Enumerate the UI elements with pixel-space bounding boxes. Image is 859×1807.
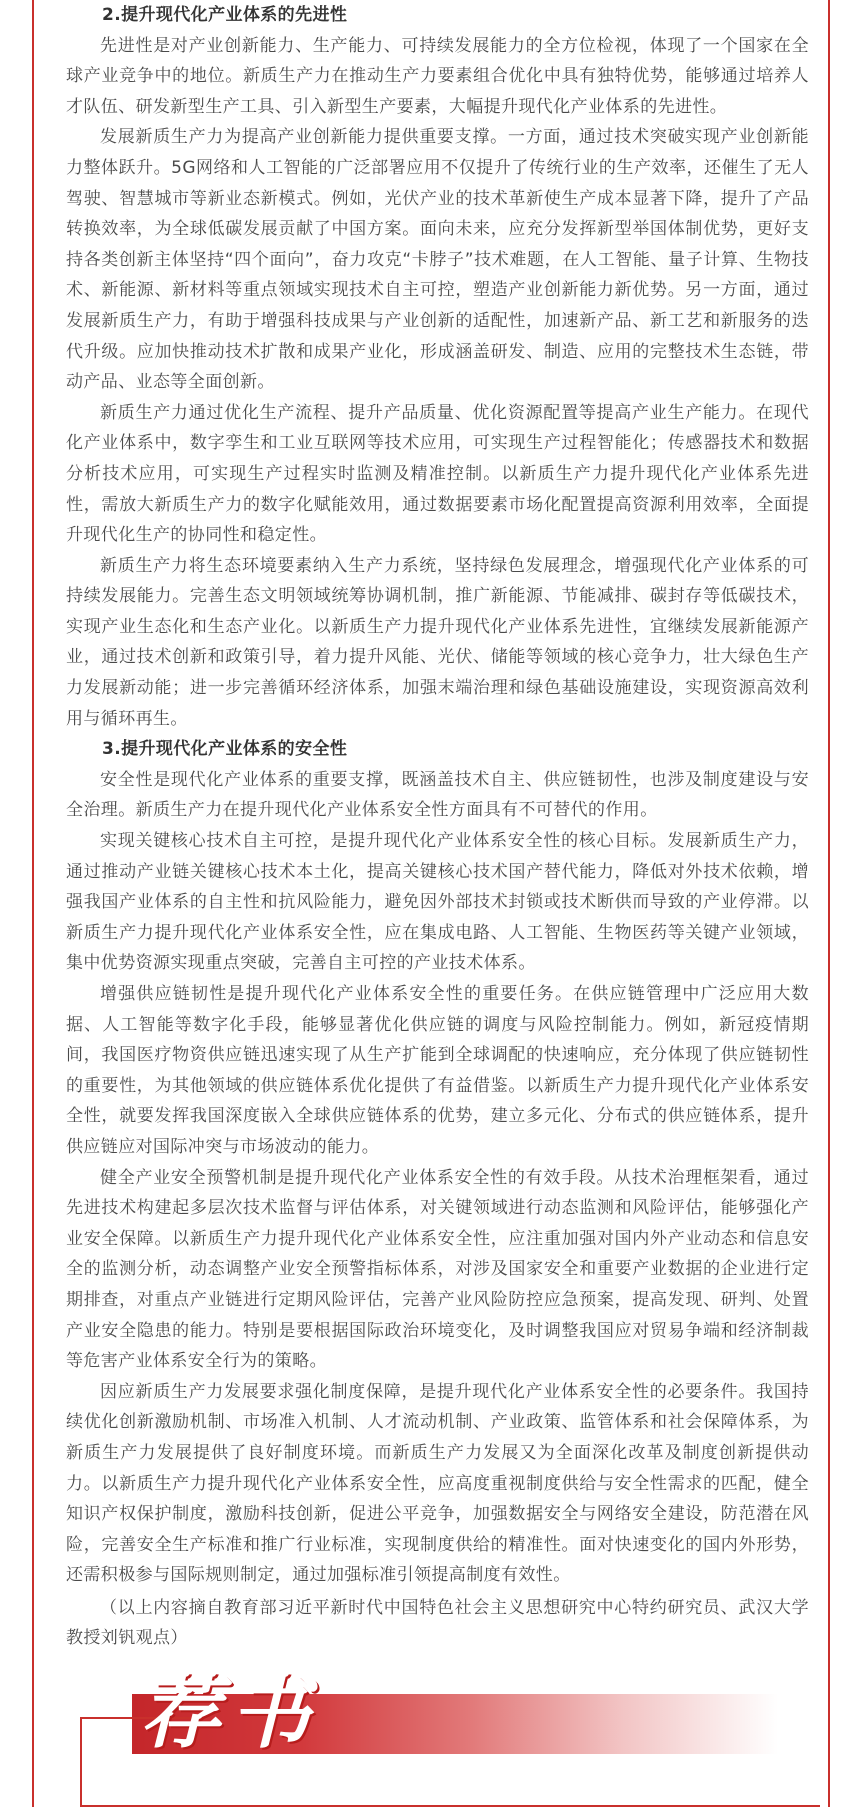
section-heading: 2.提升现代化产业体系的先进性 bbox=[102, 5, 348, 25]
paragraph: 因应新质生产力发展要求强化制度保障，是提升现代化产业体系安全性的必要条件。我国持续优化创新激励机制、市场准入机制、人才流动机制、产业政策、监管体系和社会保障体系，为新质生产力发展提供了良好制度环境。而新质生产力发展又为全面深化改革及制度创新提供动力。以新质生产力提升现代化产业体系安全性，应高度重视制度供给与安全性需求的匹配，健全知识产权保护制度，激励科技创新，促进公平竞争，加强数据安全与网络安全建设，防范潜在风险，完善安全生产标准和推广行业标准，实现制度供给的精准性。面对快速变化的国内外形势，还需积极参与国际规则制定，通过加强标准引领提高制度有效性。 bbox=[66, 1381, 809, 1586]
paragraph: 实现关键核心技术自主可控，是提升现代化产业体系安全性的核心目标。发展新质生产力，通过推动产业链关键核心技术本土化，提高关键核心技术国产替代能力，降低对外技术依赖，增强我国产业体系的自主性和抗风险能力，避免因外部技术封锁或技术断供而导致的产业停滞。以新质生产力提升现代化产业体系安全性，应在集成电路、人工智能、生物医药等关键产业领域，集中优势资源实现重点突破，完善自主可控的产业技术体系。 bbox=[66, 831, 809, 974]
recommend-books-banner bbox=[80, 1662, 820, 1807]
paragraph: 增强供应链韧性是提升现代化产业体系安全性的重要任务。在供应链管理中广泛应用大数据、人工智能等数字化手段，能够显著优化供应链的调度与风险控制能力。例如，新冠疫情期间，我国医疗物资供应链迅速实现了从生产扩能到全球调配的快速响应，充分体现了供应链韧性的重要性，为其他领域的供应链体系优化提供了有益借鉴。以新质生产力提升现代化产业体系安全性，就要发挥我国深度嵌入全球供应链体系的优势，建立多元化、分布式的供应链体系，提升供应链应对国际冲突与市场波动的能力。 bbox=[66, 984, 809, 1157]
paragraph: 先进性是对产业创新能力、生产能力、可持续发展能力的全方位检视，体现了一个国家在全球产业竞争中的地位。新质生产力在推动生产力要素组合优化中具有独特优势，能够通过培养人才队伍、研发新型生产工具、引入新型生产要素，大幅提升现代化产业体系的先进性。 bbox=[66, 35, 809, 117]
paragraph: 新质生产力将生态环境要素纳入生产力系统，坚持绿色发展理念，增强现代化产业体系的可持续发展能力。完善生态文明领域统筹协调机制，推广新能源、节能减排、碳封存等低碳技术，实现产业生态化和生态产业化。以新质生产力提升现代化产业体系先进性，宜继续发展新能源产业，通过技术创新和政策引导，着力提升风能、光伏、储能等领域的核心竞争力，壮大绿色生产力发展新动能；进一步完善循环经济体系，加强末端治理和绿色基础设施建设，实现资源高效利用与循环再生。 bbox=[66, 555, 809, 729]
left-frame-line bbox=[32, 0, 34, 1807]
source-note: （以上内容摘自教育部习近平新时代中国特色社会主义思想研究中心特约研究员、武汉大学教授刘钒观点） bbox=[66, 1597, 809, 1649]
paragraph: 健全产业安全预警机制是提升现代化产业体系安全性的有效手段。从技术治理框架看，通过先进技术构建起多层次技术监督与评估体系，对关键领域进行动态监测和风险评估，能够强化产业安全保障。以新质生产力提升现代化产业体系安全性，应注重加强对国内外产业动态和信息安全的监测分析，动态调整产业安全预警指标体系，对涉及国家安全和重要产业数据的企业进行定期排查，对重点产业链进行定期风险评估，完善产业风险防控应急预案，提高发现、研判、处置产业安全隐患的能力。特别是要根据国际政治环境变化，及时调整我国应对贸易争端和经济制裁等危害产业体系安全行为的策略。 bbox=[66, 1167, 809, 1372]
paragraph: 发展新质生产力为提高产业创新能力提供重要支撑。一方面，通过技术突破实现产业创新能力整体跃升。5G网络和人工智能的广泛部署应用不仅提升了传统行业的生产效率，还催生了无人驾驶、智慧城市等新业态新模式。例如，光伏产业的技术革新使生产成本显著下降，提升了产品转换效率，为全球低碳发展贡献了中国方案。面向未来，应充分发挥新型举国体制优势，更好支持各类创新主体坚持“四个面向”，奋力攻克“卡脖子”技术难题，在人工智能、量子计算、生物技术、新能源、新材料等重点领域实现技术自主可控，塑造产业创新能力新优势。另一方面，通过发展新质生产力，有助于增强科技成果与产业创新的适配性，加速新产品、新工艺和新服务的迭代升级。应加快推动技术扩散和成果产业化，形成涵盖研发、制造、应用的完整技术生态链，带动产品、业态等全面创新。 bbox=[66, 127, 809, 393]
right-frame-line bbox=[828, 0, 830, 1807]
section-heading: 3.提升现代化产业体系的安全性 bbox=[102, 739, 348, 760]
paragraph: 安全性是现代化产业体系的重要支撑，既涵盖技术自主、供应链韧性，也涉及制度建设与安全治理。新质生产力在提升现代化产业体系安全性方面具有不可替代的作用。 bbox=[66, 769, 809, 821]
banner-title-char-2: 书 bbox=[230, 1665, 310, 1759]
paragraph: 新质生产力通过优化生产流程、提升产品质量、优化资源配置等提高产业生产能力。在现代化产业体系中，数字孪生和工业互联网等技术应用，可实现生产过程智能化；传感器技术和数据分析技术应用，可实现生产过程实时监测及精准控制。以新质生产力提升现代化产业体系先进性，需放大新质生产力的数字化赋能效用，通过数据要素市场化配置提高资源利用效率，全面提升现代化生产的协同性和稳定性。 bbox=[66, 402, 809, 546]
article-body bbox=[66, 0, 809, 1654]
banner-frame-line-left bbox=[80, 1717, 82, 1807]
banner-title-char-1: 荐 bbox=[140, 1665, 220, 1759]
